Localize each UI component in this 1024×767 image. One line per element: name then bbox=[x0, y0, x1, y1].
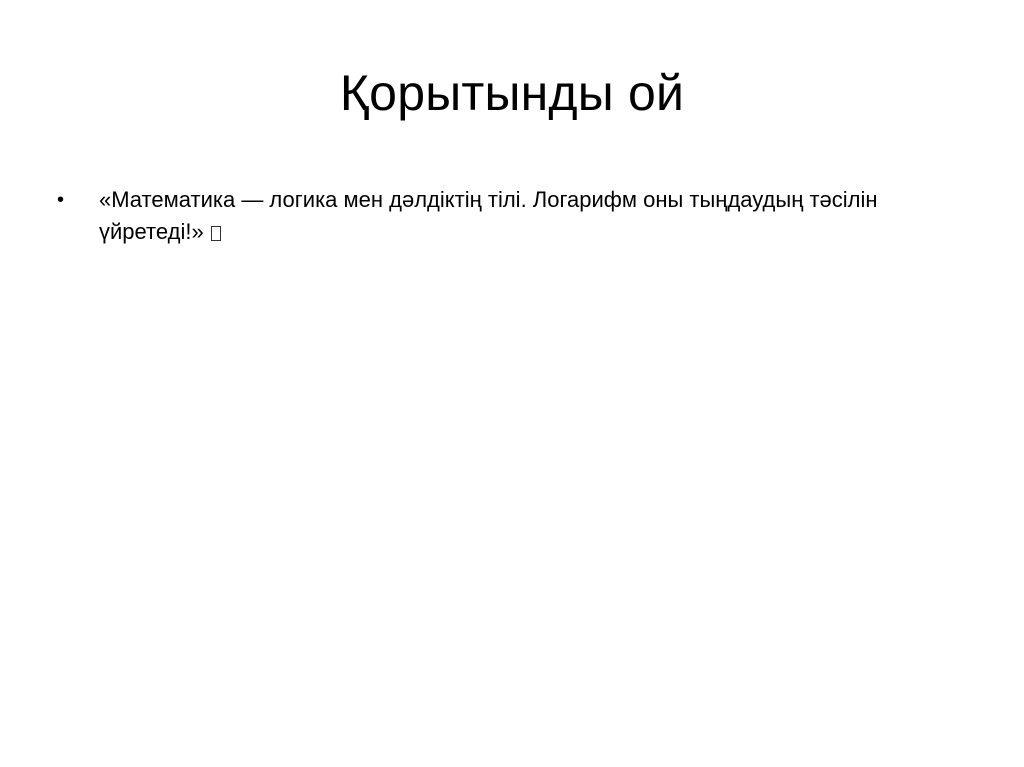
bullet-item bbox=[57, 184, 957, 248]
bullet-list bbox=[57, 184, 957, 248]
slide-title: Қорытынды ой bbox=[339, 65, 685, 121]
bullet-text: «Математика — логика мен дәлдіктің тілі. Логарифм оны тыңдаудың тәсілін үйретеді!» bbox=[99, 187, 878, 244]
missing-glyph-icon bbox=[211, 226, 221, 241]
bullet-content bbox=[99, 184, 957, 248]
bullet-marker: • bbox=[57, 189, 65, 211]
